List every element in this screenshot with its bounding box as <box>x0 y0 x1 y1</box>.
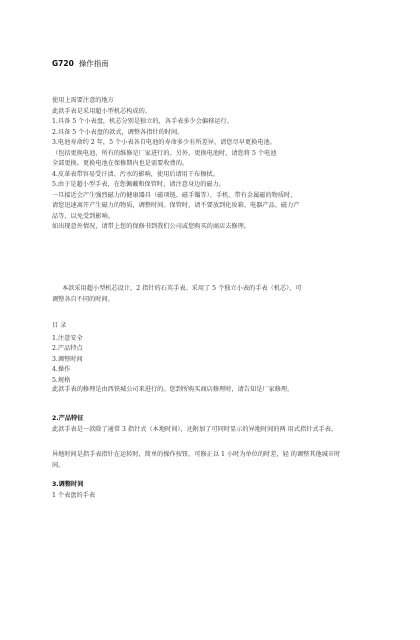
warranty-note <box>52 385 382 396</box>
section-line: 此款手表是一款除了通常 3 指针式（本地时间），还附加了可同时显示的异地时间的两 用式指针式手表。 <box>52 425 338 433</box>
intro-line: 一旦接近会产生强烈磁力的健康器具（磁项链、磁手镯等）、手机、带有金属磁的物质时， <box>52 191 297 199</box>
section-number: 2. <box>52 415 59 422</box>
intro-line: 此款手表是采用超小型机芯构成的。 <box>52 107 151 115</box>
warranty-text: 此款手表的修理是由西铁城公司来进行的。您到所购买商店修理时，请告知是厂家修理。 <box>52 386 294 393</box>
table-of-contents <box>52 321 382 386</box>
section-title: 产品特征 <box>58 415 84 422</box>
section-number: 3. <box>52 481 59 488</box>
toc-item: 3.调整时间 <box>52 355 83 363</box>
toc-item: 5.规格 <box>52 376 71 384</box>
document-title <box>52 58 382 71</box>
section-adjust-time <box>52 480 382 501</box>
section-features <box>52 414 382 435</box>
intro-line: （包括更换电池，所有的维修是厂家进行的。另外，更换电池时，请您将 5 个电池 <box>52 149 277 157</box>
toc-heading: 目 录 <box>52 322 67 329</box>
section-heading <box>52 414 382 425</box>
toc-item: 1.注意安全 <box>52 334 83 342</box>
intro-line: 2.具备 5 个小表盘的款式，调整各指针的时间。 <box>52 128 184 136</box>
intro-line: 使用上需要注意的地方 <box>52 97 114 104</box>
intro-line: 4.皮革表带容易受汗渍、污水的影响，使用后请用干布擦拭。 <box>52 170 219 178</box>
section-heading <box>52 480 382 491</box>
intro-section <box>52 96 382 233</box>
description-line: 本款采用超小型机芯设计，2 指针的石英手表。采用了 5 个独立小表的手表（机芯），可 <box>62 285 302 292</box>
toc-item: 4.操作 <box>52 366 71 374</box>
intro-line: 5.由于是超小型手表，在您佩戴和保管时，请注意身边的磁力。 <box>52 181 225 189</box>
section-line: 间。 <box>52 461 65 469</box>
section-features-detail <box>52 450 382 471</box>
model-code: G720 <box>52 59 74 68</box>
intro-line: 如出现意外情况，请带上您的保修书到我们公司或您购买的商店去修理。 <box>52 223 250 231</box>
section-title: 调整时间 <box>58 481 84 488</box>
section-line: 异地时间是指手表指针在运转时，简单的操作按钮，可修正以 1 小时为单位的时差，轻 的调整其他城市时 <box>52 451 341 458</box>
description-line: 调整各自不同的时间。 <box>52 295 114 303</box>
intro-line: 全部更换。更换电池在保修期内也是需要收费的。 <box>52 160 189 168</box>
title-text: 操作指南 <box>78 59 109 68</box>
intro-line: 1.具备 5 个小表盘，机芯分别是独立的，各手表多少会偏移运行。 <box>52 118 233 126</box>
intro-line: 请您迅速离开产生磁力的物质，调整时间。保管时，请不要放到化妆箱、电器产品、磁力产 <box>52 202 300 210</box>
section-line: 1 个表盘的手表 <box>52 491 96 499</box>
toc-item: 2.产品特点 <box>52 345 83 353</box>
intro-line: 品等，以免受到影响。 <box>52 212 114 220</box>
intro-line: 3.电池寿命约 2 年，5 个小表各自电池的寿命多少有所差异，请您尽早更换电池。 <box>52 139 276 147</box>
description-paragraph <box>52 284 382 305</box>
